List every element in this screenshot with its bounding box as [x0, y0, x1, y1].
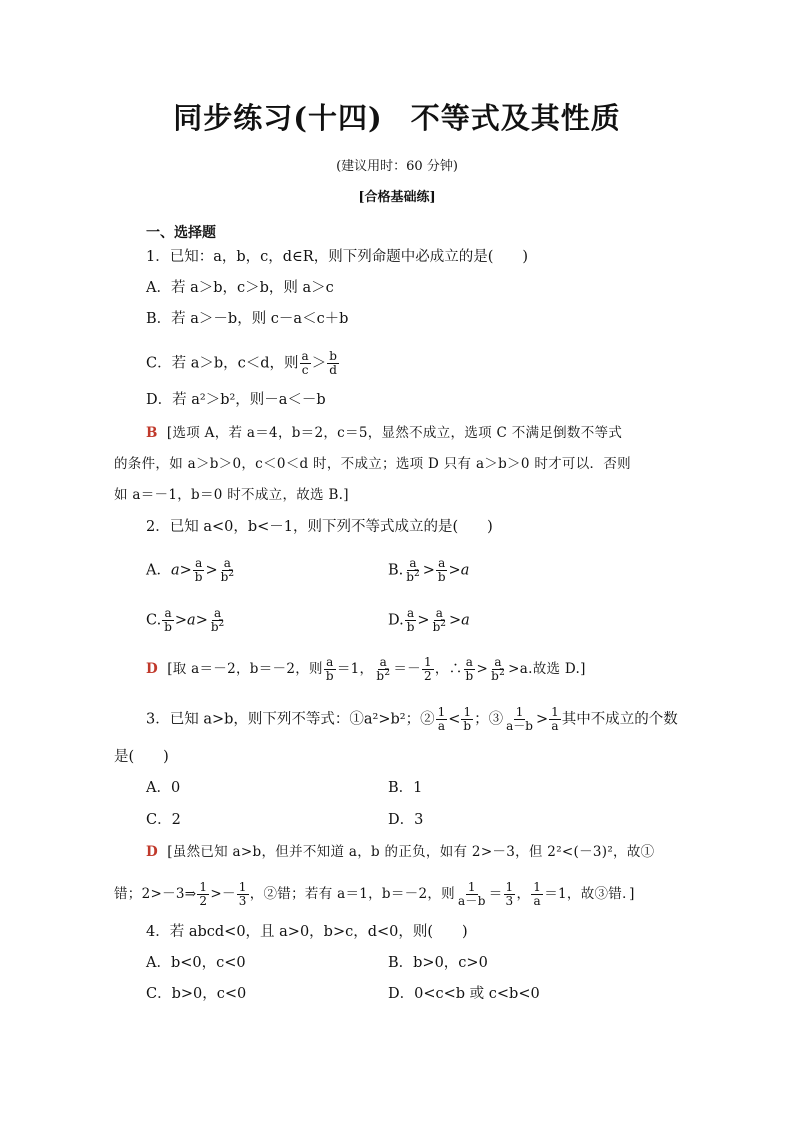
q3-stem: 3．已知 a>b，则下列不等式：①a²>b²；② $\frac{1}{a}$ < $\frac{1}{b}$ ；③ $\frac{1}{a-b}$ > $\frac{1}{a}$ 其中不成立的个数	[146, 705, 678, 733]
q1-stem: 1．已知：a，b，c，d∈R，则下列命题中必成立的是( )	[146, 249, 529, 265]
q3-stem-mid: ；③	[474, 711, 504, 728]
q3-expl2-mid: ，②错；若有 a＝1，b＝－2，则	[249, 886, 455, 902]
q4-option-a: A．b<0，c<0	[146, 955, 246, 971]
q4-stem: 4．若 abcd<0，且 a>0，b>c，d<0，则( )	[146, 924, 468, 940]
title-topic: 不等式及其性质	[410, 101, 621, 135]
q1-explanation-line1	[146, 423, 622, 443]
q4-option-b: B．b>0，c>0	[388, 955, 488, 971]
q2-option-c-label: C.	[146, 612, 162, 629]
q1-explanation-line2: 的条件，如 a＞b＞0，c＜0＜d 时，不成立；选项 D 只有 a＞b＞0 时才可以．否则	[114, 456, 631, 472]
q1-option-d: D．若 a²＞b²，则－a＜－b	[146, 392, 326, 408]
q3-explanation-line2: 错；2>－3⇒ $\frac{1}{2}$ >－ $\frac{1}{3}$ ，②错；若有 a＝1，b＝－2，则 $\frac{1}{a-b}$ ＝ $\frac{1}{3}$ ， $\frac{1}{a}$ ＝1，故③错．]	[114, 880, 635, 908]
q4-option-c: C．b>0，c<0	[146, 986, 247, 1002]
q3-expl2-pre: 错；2>－3⇒	[114, 886, 197, 902]
q2-option-a-label: A．	[146, 562, 171, 579]
page-title	[0, 96, 794, 137]
fraction-a-over-c: $\frac{a}{c}$	[301, 349, 309, 377]
q3-option-b: B．1	[388, 780, 423, 796]
q2-option-a: A．a> $\frac{a}{b}$ > $\frac{a}{b^2}$	[146, 556, 235, 584]
q2-expl-eq1: ＝1，	[336, 661, 374, 677]
q1-answer: B	[146, 425, 158, 441]
q2-answer: D	[146, 661, 159, 677]
q2-stem: 2．已知 a<0，b<－1，则下列不等式成立的是( )	[146, 519, 493, 535]
q3-expl2-end: ＝1，故③错．]	[544, 886, 635, 902]
q3-option-a: A．0	[146, 780, 181, 796]
q3-expl-text1: [虽然已知 a>b，但并不知道 a，b 的正负，如有 2>－3，但 2²<(－3)²，故①	[167, 844, 655, 860]
title-main: 同步练习(十四)	[173, 101, 383, 135]
q3-explanation-line1	[146, 842, 654, 862]
q3-option-d: D．3	[388, 812, 424, 828]
level-label: [合格基础练]	[358, 190, 436, 205]
q1-option-a: A．若 a＞b，c＞b，则 a＞c	[146, 280, 334, 296]
q1-option-c-text: C．若 a＞b，c＜d，则	[146, 355, 299, 372]
q1-option-c	[146, 350, 340, 377]
q3-option-c: C．2	[146, 812, 181, 828]
q4-option-d: D．0<c<b 或 c<b<0	[388, 986, 540, 1002]
q2-explanation: D [取 a＝－2，b＝－2，则 $\frac{a}{b}$ ＝1， $\frac{a}{b^2}$ ＝－ $\frac{1}{2}$ ，∴ $\frac{a}{b}$ > $\frac{a}{b^2}$ >a.故选 D.]	[146, 655, 586, 683]
q3-stem-end: 其中不成立的个数	[561, 711, 678, 728]
q3-expl2-mid2: ，	[516, 886, 531, 902]
q2-option-b-label: B.	[388, 562, 404, 579]
q2-option-c: C. $\frac{a}{b}$ >a> $\frac{a}{b^2}$	[146, 606, 225, 634]
q2-expl-pre: [取 a＝－2，b＝－2，则	[167, 661, 323, 677]
fraction-b-over-d: $\frac{b}{d}$	[329, 349, 337, 377]
q1-expl-text1: [选项 A，若 a＝4，b＝2，c＝5，显然不成立，选项 C 不满足倒数不等式	[166, 425, 623, 441]
q2-option-d-label: D.	[388, 612, 404, 629]
q1-option-c-gt: ＞	[311, 355, 327, 372]
q1-explanation-line3: 如 a＝－1，b＝0 时不成立，故选 B.]	[114, 487, 349, 503]
q2-option-b: B. $\frac{a}{b^2}$ > $\frac{a}{b}$ >a	[388, 556, 470, 584]
q3-answer: D	[146, 844, 159, 860]
q2-expl-eq2: ＝－	[393, 661, 421, 677]
time-note: (建议用时：60 分钟)	[336, 159, 458, 174]
q2-expl-therefore: ，∴	[434, 661, 463, 677]
q3-stem-pre: 3．已知 a>b，则下列不等式：①a²>b²；②	[146, 711, 435, 728]
section-heading: 一、选择题	[146, 225, 216, 241]
q2-option-d: D. $\frac{a}{b}$ > $\frac{a}{b^2}$ >a	[388, 606, 470, 634]
q3-stem-line2: 是( )	[114, 749, 169, 765]
q2-expl-end: a.故选 D.]	[519, 661, 586, 677]
q1-option-b: B．若 a＞－b，则 c－a＜c＋b	[146, 311, 349, 327]
